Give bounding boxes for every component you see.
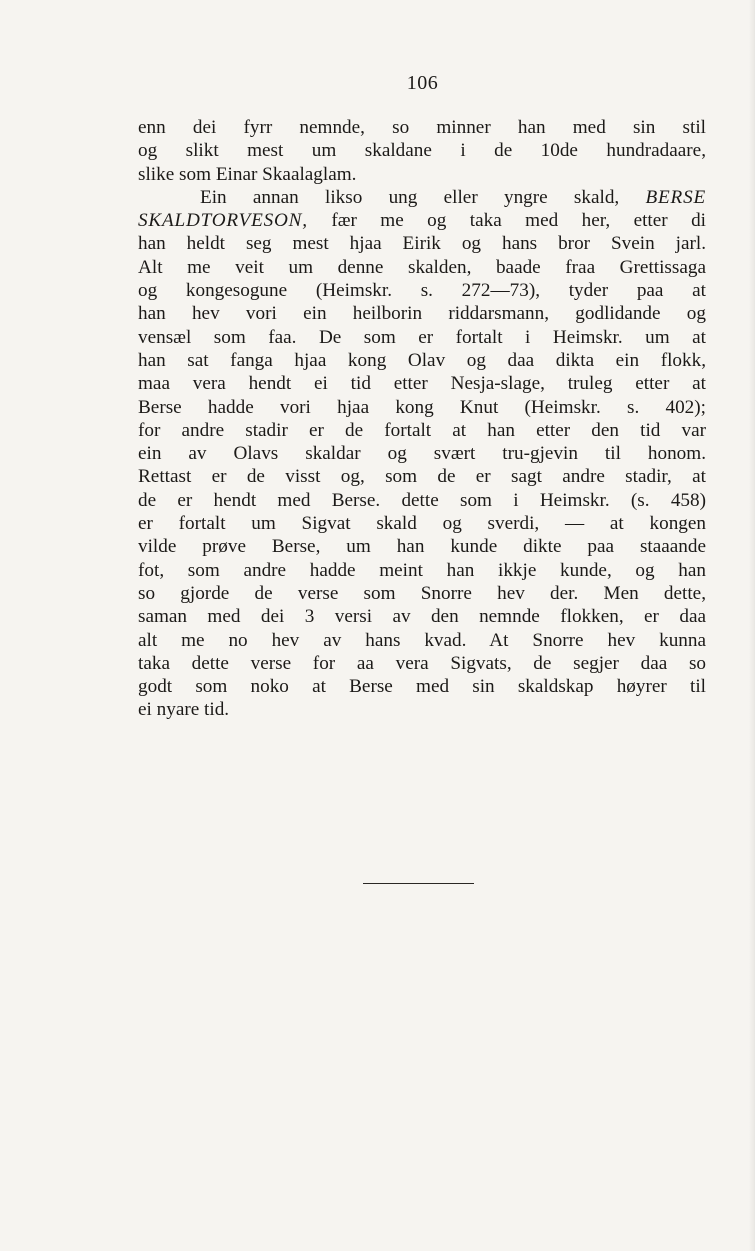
text-line: enn dei fyrr nemnde, so minner han med sin stil xyxy=(138,117,706,138)
text-line: Alt me veit um denne skalden, baade fraa Grettissaga xyxy=(138,256,706,278)
text-line: de er hendt med Berse. dette som i Heimskr. (s. 458) xyxy=(138,489,706,511)
text-line: taka dette verse for aa vera Sigvats, de segjer daa so xyxy=(138,652,706,674)
text-line: og kongesogune (Heimskr. s. 272—73), tyder paa at xyxy=(138,280,706,302)
text-line: Berse hadde vori hjaa kong Knut (Heimskr. s. 402); xyxy=(138,396,706,418)
text-line: slike som Einar Skaalaglam. xyxy=(138,163,357,185)
text-fragment: Ein annan likso ung eller yngre skald, xyxy=(200,186,620,208)
text-line: godt som noko at Berse med sin skaldskap høyrer til xyxy=(138,676,706,698)
text-line: so gjorde de verse som Snorre hev der. Men dette, xyxy=(138,582,706,604)
text-line: ein av Olavs skaldar og svært tru-gjevin til honom. xyxy=(138,443,706,465)
person-name-italic: BERSE xyxy=(645,186,706,208)
page-number: 106 xyxy=(406,72,439,94)
text-fragment: fær me og taka med her, etter di xyxy=(331,210,706,232)
text-line: han sat fanga hjaa kong Olav og daa dikta ein flokk, xyxy=(138,349,706,371)
text-line: for andre stadir er de fortalt at han etter den tid var xyxy=(138,419,706,441)
page-edge-shadow xyxy=(749,0,755,1251)
text-line: er fortalt um Sigvat skald og sverdi, — at kongen xyxy=(138,513,706,535)
text-line: han hev vori ein heilborin riddarsmann, godlidande og xyxy=(138,303,706,325)
text-line: saman med dei 3 versi av den nemnde flokken, er daa xyxy=(138,606,706,628)
text-line: vensæl som faa. De som er fortalt i Heimskr. um at xyxy=(138,326,706,348)
text-line: fot, som andre hadde meint han ikkje kunde, og han xyxy=(138,559,706,581)
person-name-italic: SKALDTORVESON, xyxy=(138,210,308,232)
text-line: Rettast er de visst og, som de er sagt andre stadir, at xyxy=(138,466,706,488)
text-line: alt me no hev av hans kvad. At Snorre hev kunna xyxy=(138,629,706,651)
section-divider-rule xyxy=(363,883,474,884)
text-line: maa vera hendt ei tid etter Nesja-slage, truleg etter at xyxy=(138,373,706,395)
text-line xyxy=(138,186,706,209)
text-line: ei nyare tid. xyxy=(138,699,230,721)
body-text xyxy=(138,116,706,722)
text-line: og slikt mest um skaldane i de 10de hundradaare, xyxy=(138,140,706,162)
text-line: vilde prøve Berse, um han kunde dikte paa staaande xyxy=(138,536,706,558)
text-line xyxy=(138,209,706,232)
text-line: han heldt seg mest hjaa Eirik og hans bror Svein jarl. xyxy=(138,233,706,255)
